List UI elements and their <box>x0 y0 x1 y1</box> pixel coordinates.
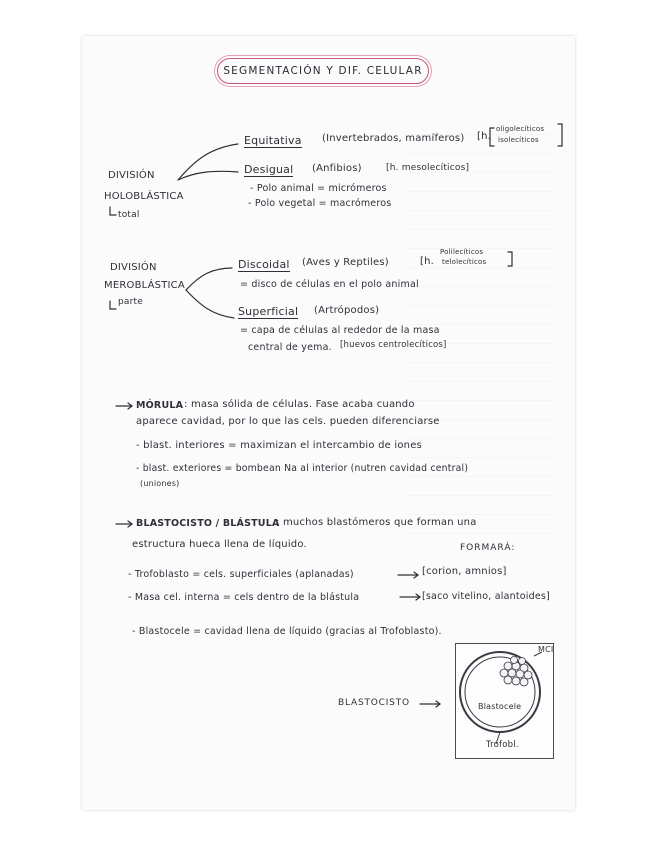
trofoblasto-line: - Trofoblasto = cels. superficiales (aplanadas) <box>128 569 354 580</box>
morula-line-2: aparece cavidad, por lo que las cels. pueden diferenciarse <box>136 416 440 427</box>
meroblastica-sub: parte <box>118 297 143 307</box>
holoblastica-label-2: HOLOBLÁSTICA <box>104 191 184 202</box>
superficial-type: [huevos centrolecíticos] <box>340 340 447 350</box>
polo-vegetal: - Polo vegetal = macrómeros <box>248 198 392 209</box>
morula-line-1: : masa sólida de células. Fase acaba cuando <box>184 399 415 410</box>
formara-label: FORMARÁ: <box>460 543 516 553</box>
trofoblasto-result: [corion, amnios] <box>422 566 507 577</box>
meroblastica-label-1: DIVISIÓN <box>110 262 157 273</box>
discoidal-type-2: telolecíticos <box>442 258 487 266</box>
equitativa-term: Equitativa <box>244 134 302 147</box>
polo-animal: - Polo animal = micrómeros <box>250 183 387 194</box>
equitativa-type-1: oligolecíticos <box>496 125 545 133</box>
blastocisto-line-2: estructura hueca llena de líquido. <box>132 539 307 550</box>
fork-line <box>186 268 232 290</box>
blastocisto-line-1: ; muchos blastómeros que forman una <box>276 517 477 528</box>
holoblastica-label-1: DIVISIÓN <box>108 170 155 181</box>
equitativa-desc: (Invertebrados, mamíferos) <box>322 133 465 144</box>
fork-line <box>178 144 238 180</box>
blastocele-line: - Blastocele = cavidad llena de líquido (gracias al Trofoblasto). <box>132 626 442 637</box>
morula-head: MÓRULA <box>136 400 184 411</box>
fork-line <box>186 290 234 318</box>
desigual-desc: (Anfibios) <box>312 163 362 174</box>
desigual-type: [h. mesolecíticos] <box>386 163 470 173</box>
blastocisto-head: BLASTOCISTO / BLÁSTULA <box>136 518 280 529</box>
superficial-term: Superficial <box>238 305 299 318</box>
superficial-line-2: central de yema. <box>248 342 332 353</box>
discoidal-h: [h. <box>420 256 435 267</box>
discoidal-line: = disco de células en el polo animal <box>240 279 419 290</box>
masa-line: - Masa cel. interna = cels dentro de la blástula <box>128 592 360 603</box>
diagram-label: BLASTOCISTO <box>338 698 410 708</box>
discoidal-term: Discoidal <box>238 258 290 271</box>
discoidal-type-1: Polilecíticos <box>440 248 484 256</box>
fork-line <box>178 171 238 180</box>
holoblastica-sub: total <box>118 210 140 220</box>
mci-label: MCI <box>538 645 554 654</box>
desigual-term: Desigual <box>244 163 294 176</box>
blast-exteriores: - blast. exteriores = bombean Na al interior (nutren cavidad central) <box>136 463 469 474</box>
page-title: SEGMENTACIÓN Y DIF. CELULAR <box>217 58 429 84</box>
superficial-desc: (Artrópodos) <box>314 305 380 316</box>
blast-ext-note: (uniones) <box>140 479 180 488</box>
discoidal-desc: (Aves y Reptiles) <box>302 257 389 268</box>
superficial-line-1: = capa de células al rededor de la masa <box>240 325 440 336</box>
trofobl-label: Trofobl. <box>486 740 519 750</box>
masa-result: [saco vitelino, alantoides] <box>422 591 550 602</box>
equitativa-h: [h. <box>477 131 492 142</box>
equitativa-type-2: isolecíticos <box>498 136 539 144</box>
blast-interiores: - blast. interiores = maximizan el intercambio de iones <box>136 440 422 451</box>
meroblastica-label-2: MEROBLÁSTICA <box>104 280 185 291</box>
blastocele-label: Blastocele <box>478 702 522 711</box>
